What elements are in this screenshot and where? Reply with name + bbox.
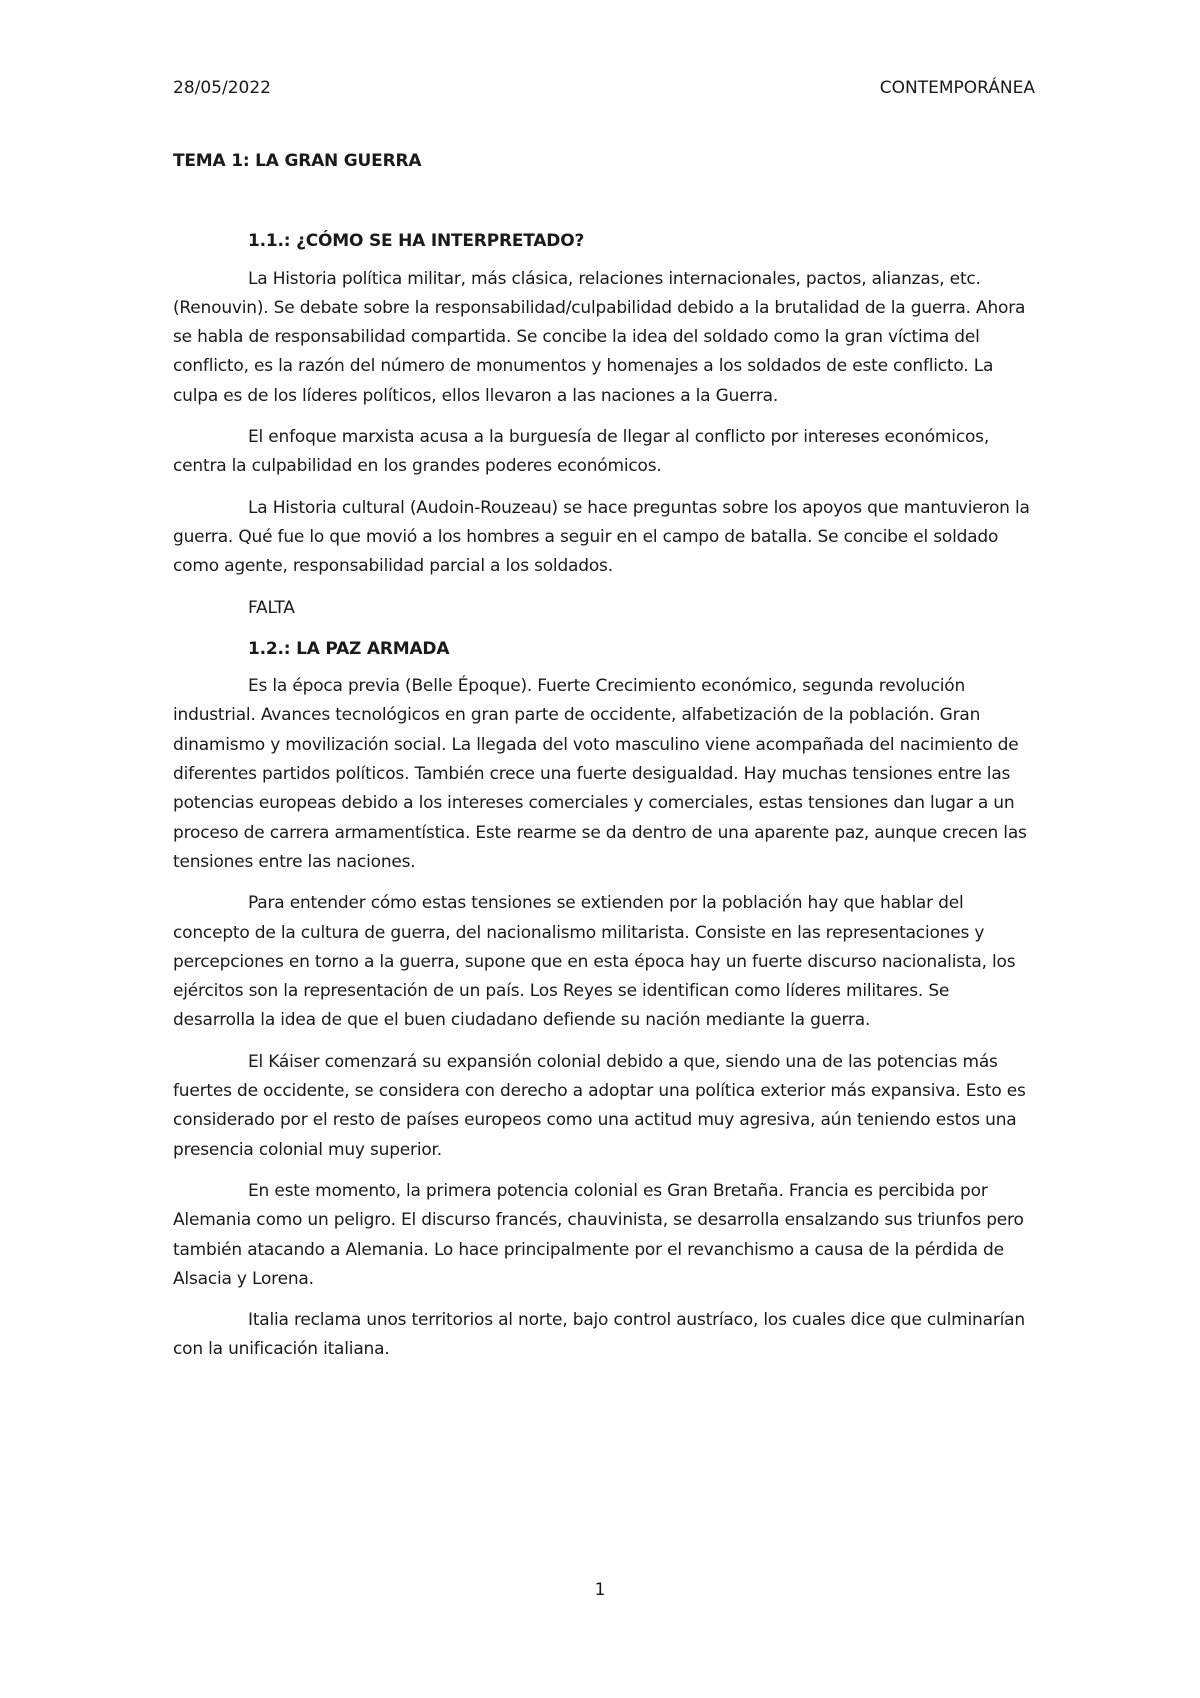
paragraph: El enfoque marxista acusa a la burguesía de llegar al conflicto por intereses económicos, centra la culpabilidad en los grandes poderes económicos. (173, 427, 990, 477)
section-2 (173, 635, 1035, 1365)
page-number: 1 (594, 1580, 606, 1600)
header-date: 28/05/2022 (173, 78, 271, 98)
section-heading: 1.2.: LA PAZ ARMADA (248, 638, 450, 659)
paragraph: Italia reclama unos territorios al norte, bajo control austríaco, los cuales dice que culminarían con la unificación italiana. (173, 1310, 1025, 1360)
paragraph: La Historia cultural (Audoin-Rouzeau) se hace preguntas sobre los apoyos que mantuvieron la guerra. Qué fue lo que movió a los hombres a seguir en el campo de batalla. Se concibe el soldado como agente, responsabilidad parcial a los soldados. (173, 497, 1030, 577)
section-1 (173, 227, 1035, 623)
document-body (173, 147, 1035, 1377)
paragraph: Es la época previa (Belle Époque). Fuerte Crecimiento económico, segunda revolución industrial. Avances tecnológicos en gran parte de occidente, alfabetización de la población. Gran dinamismo y movilización social. La llegada del voto masculino viene acompañada del nacimiento de diferentes partidos políticos. También crece una fuerte desigualdad. Hay muchas tensiones entre las potencias europeas debido a los intereses comerciales y comerciales, estas tensiones dan lugar a un proceso de carrera armamentística. Este rearme se da dentro de una aparente paz, aunque crecen las tensiones entre las naciones. (173, 676, 1027, 872)
paragraph: El Káiser comenzará su expansión colonial debido a que, siendo una de las potencias más fuertes de occidente, se considera con derecho a adoptar una política exterior más expansiva. Esto es considerado por el resto de países europeos como una actitud muy agresiva, aún teniendo estos una presencia colonial muy superior. (173, 1051, 1026, 1160)
paragraph: En este momento, la primera potencia colonial es Gran Bretaña. Francia es percibida por Alemania como un peligro. El discurso francés, chauvinista, se desarrolla ensalzando sus triunfos pero también atacando a Alemania. Lo hace principalmente por el revanchismo a causa de la pérdida de Alsacia y Lorena. (173, 1180, 1024, 1289)
header-subject: CONTEMPORÁNEA (879, 78, 1035, 98)
document-title: TEMA 1: LA GRAN GUERRA (173, 151, 422, 171)
paragraph: Para entender cómo estas tensiones se extienden por la población hay que hablar del concepto de la cultura de guerra, del nacionalismo militarista. Consiste en las representaciones y percepciones en torno a la guerra, supone que en esta época hay un fuerte discurso nacionalista, los ejércitos son la representación de un país. Los Reyes se identifican como líderes militares. Se desarrolla la idea de que el buen ciudadano defiende su nación mediante la guerra. (173, 893, 1016, 1031)
paragraph: La Historia política militar, más clásica, relaciones internacionales, pactos, alianzas, etc. (Renouvin). Se debate sobre la responsabilidad/culpabilidad debido a la brutalidad de la guerra. Ahora se habla de responsabilidad compartida. Se concibe la idea del soldado como la gran víctima del conflicto, es la razón del número de monumentos y homenajes a los soldados de este conflicto. La culpa es de los líderes políticos, ellos llevaron a las naciones a la Guerra. (173, 268, 1026, 406)
section-heading: 1.1.: ¿CÓMO SE HA INTERPRETADO? (248, 231, 585, 252)
note-line: FALTA (248, 597, 295, 618)
